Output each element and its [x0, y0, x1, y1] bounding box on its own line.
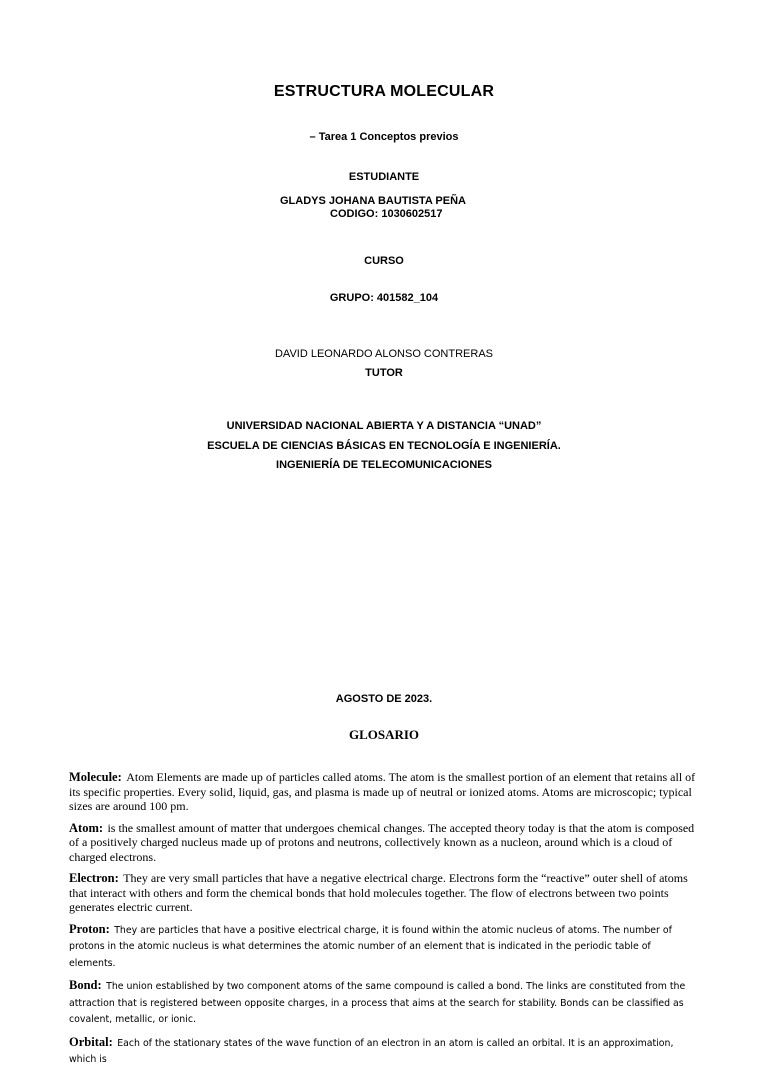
glossary-entry-atom — [69, 821, 699, 865]
document-date: AGOSTO DE 2023. — [335, 693, 433, 705]
glossary-term: Orbital: — [69, 1034, 113, 1049]
glossary-entry-proton — [69, 922, 699, 972]
student-code: CODIGO: 1030602517 — [330, 208, 443, 220]
glossary-entry-electron — [69, 871, 699, 915]
glossary-definition: Each of the stationary states of the wave function of an electron in an atom is called an orbital. It is an approximation, which is — [69, 1037, 674, 1065]
glossary-term: Atom: — [69, 820, 104, 835]
student-name: GLADYS JOHANA BAUTISTA PEÑA — [280, 195, 466, 207]
document-subtitle: – Tarea 1 Conceptos previos — [309, 131, 459, 143]
glossary-entry-orbital — [69, 1035, 699, 1068]
document-title: ESTRUCTURA MOLECULAR — [273, 83, 495, 100]
group-number: GRUPO: 401582_104 — [329, 292, 439, 304]
glossary-entry-bond — [69, 978, 699, 1028]
tutor-name: DAVID LEONARDO ALONSO CONTRERAS — [274, 348, 493, 360]
glossary-definition: They are very small particles that have a negative electrical charge. Electrons form the “reactive” outer shell of atoms that interact with others and form the chemical bonds that hold molecules together. The flow of electrons between two points generates electric current. — [69, 871, 688, 914]
glossary-heading: GLOSARIO — [348, 727, 420, 742]
glossary-definition: The union established by two component atoms of the same compound is called a bond. The links are constituted from the attraction that is registered between opposite charges, in a process that aims at the search for stability. Bonds can be classified as covalent, metallic, or ionic. — [69, 981, 686, 1025]
glossary-definition: They are particles that have a positive electrical charge, it is found within the atomic nucleus of atoms. The number of protons in the atomic nucleus is what determines the atomic number of an element that is indicated in the periodic table of elements. — [69, 924, 672, 969]
tutor-label: TUTOR — [365, 367, 403, 379]
glossary-term: Electron: — [69, 871, 119, 885]
glossary-list — [69, 770, 699, 1075]
glossary-term: Bond: — [69, 978, 102, 992]
program-name: INGENIERÍA DE TELECOMUNICACIONES — [276, 459, 492, 471]
glossary-definition: Atom Elements are made up of particles called atoms. The atom is the smallest portion of an element that retains all of its specific properties. Every solid, liquid, gas, and plasma is made up of neutral or ionized atoms. Atoms are microscopic; typical sizes are around 100 pm. — [69, 770, 696, 813]
glossary-term: Molecule: — [69, 770, 122, 784]
glossary-entry-molecule — [69, 770, 699, 814]
school-name: ESCUELA DE CIENCIAS BÁSICAS EN TECNOLOGÍA E INGENIERÍA. — [207, 440, 561, 452]
glossary-term: Proton: — [69, 921, 110, 936]
glossary-definition: is the smallest amount of matter that undergoes chemical changes. The accepted theory today is that the atom is composed of a positively charged nucleus made up of protons and neutrons, collectively known as a nucleon, around which is a cloud of charged electrons. — [69, 820, 695, 864]
student-label: ESTUDIANTE — [348, 171, 420, 183]
university-name: UNIVERSIDAD NACIONAL ABIERTA Y A DISTANCIA “UNAD” — [226, 420, 542, 432]
course-label: CURSO — [364, 255, 404, 267]
